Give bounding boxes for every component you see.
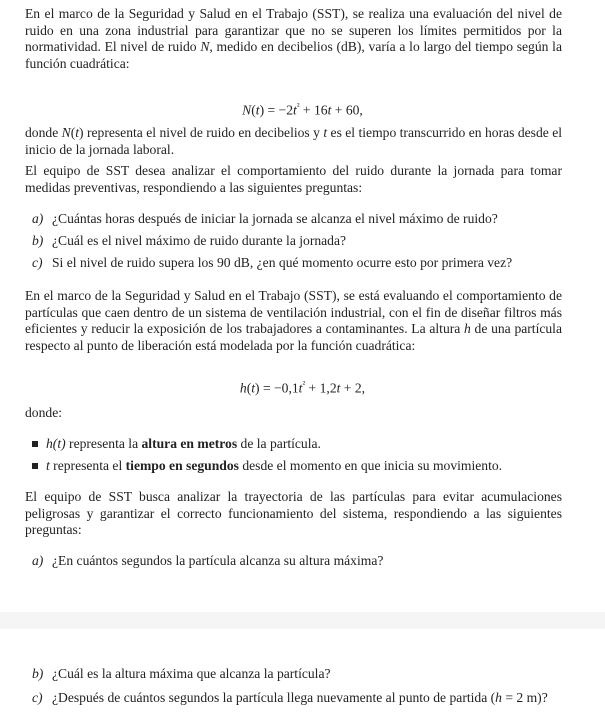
bullet-time <box>32 458 562 475</box>
math: t <box>251 380 256 396</box>
problem1-donde <box>25 125 562 158</box>
question-1a <box>32 211 562 228</box>
math: + 16 <box>299 102 328 118</box>
bullet-icon <box>32 441 38 447</box>
math: h <box>239 380 247 396</box>
text: En el marco de la Seguridad y Salud en el Trabajo (SST), se realiza una evaluación del nivel de ruido en una zona industrial para garantizar que no se superen los límites permitidos por la normatividad. El nivel de ruido <box>25 6 562 55</box>
bold-text: altura en metros <box>141 436 238 451</box>
math: + 60, <box>331 102 363 118</box>
label: c) <box>32 255 43 270</box>
math: h <box>495 690 502 705</box>
text: ¿Cuál es el nivel máximo de ruido durante la jornada? <box>52 233 347 248</box>
text: En el marco de la Seguridad y Salud en el Trabajo (SST), se está evaluando el comportamiento de partículas que caen dentro de un sistema de ventilación industrial, con el fin de diseñar filtros más eficientes y reducir la exposición de los trabajadores a contaminantes. La altura <box>25 288 562 337</box>
math: t <box>46 458 50 473</box>
math: ) = −0,1 <box>255 380 299 396</box>
text: ¿Cuántas horas después de iniciar la jornada se alcanza el nivel máximo de ruido? <box>52 211 498 226</box>
problem1-intro <box>25 6 562 72</box>
problem2-intro <box>25 288 562 354</box>
math: t <box>323 125 328 140</box>
question-2a <box>32 553 562 570</box>
question-1b <box>32 233 562 250</box>
question-2c <box>32 690 562 707</box>
text: ¿Cuál es la altura máxima que alcanza la partícula? <box>52 666 331 681</box>
math: h(t) <box>46 436 66 451</box>
math: N <box>242 102 252 118</box>
text: Si el nivel de ruido supera los 90 dB, ¿en qué momento ocurre esto por primera vez? <box>52 255 513 270</box>
label: b) <box>32 233 44 248</box>
bullet-height <box>32 436 562 453</box>
text: , medido en decibelios (dB), varía a lo largo del tiempo según la función cuadrática: <box>25 39 562 71</box>
text: representa el <box>49 458 126 473</box>
math: ( <box>251 102 256 118</box>
label: a) <box>32 553 44 568</box>
height-equation <box>0 376 605 397</box>
problem2-team: El equipo de SST busca analizar la trayectoria de las partículas para evitar acumulaciones peligrosas y garantizar el correcto funcionamiento del sistema, respondiendo a las siguientes preguntas: <box>25 489 562 538</box>
text: ¿Después de cuántos segundos la partícula llega nuevamente al punto de partida ( <box>52 690 496 705</box>
text: ) representa el nivel de ruido en decibelios y <box>79 125 324 140</box>
text: desde el momento en que inicia su movimiento. <box>238 458 503 473</box>
problem2-donde: donde: <box>25 405 62 420</box>
math-var: N <box>200 39 210 55</box>
text: representa la <box>65 436 142 451</box>
question-2b <box>32 666 562 683</box>
bullet-icon <box>32 463 38 469</box>
noise-equation <box>0 98 605 119</box>
math: ( <box>70 125 76 140</box>
math: ² <box>302 379 306 389</box>
math: t <box>255 102 260 118</box>
math: N <box>61 125 71 140</box>
math: t <box>336 380 341 396</box>
text: de una partícula respecto al punto de liberación está modelada por la función cuadrática: <box>25 321 562 353</box>
math: ) = −2 <box>259 102 294 118</box>
text: = 2 m)? <box>501 690 548 705</box>
math: ² <box>296 101 300 111</box>
label: c) <box>32 690 43 705</box>
text: donde <box>25 125 62 140</box>
text: de la partícula. <box>237 436 321 451</box>
math: t <box>327 102 332 118</box>
problem1-team: El equipo de SST desea analizar el comportamiento del ruido durante la jornada para tomar medidas preventivas, respondiendo a las siguientes preguntas: <box>25 163 562 195</box>
math: t <box>75 125 80 140</box>
math: t <box>298 380 303 396</box>
text: ¿En cuántos segundos la partícula alcanza su altura máxima? <box>52 553 384 568</box>
math: + 1,2 <box>305 380 337 396</box>
question-1c <box>32 255 562 272</box>
math: ( <box>246 380 252 396</box>
math: h <box>464 321 471 337</box>
math: t <box>293 102 297 118</box>
label: b) <box>32 666 44 681</box>
page-break-band <box>0 612 605 629</box>
text: es el tiempo transcurrido en horas desde el inicio de la jornada laboral. <box>25 125 562 157</box>
bold-text: tiempo en segundos <box>125 458 239 473</box>
math: + 2, <box>340 380 366 396</box>
label: a) <box>32 211 44 226</box>
